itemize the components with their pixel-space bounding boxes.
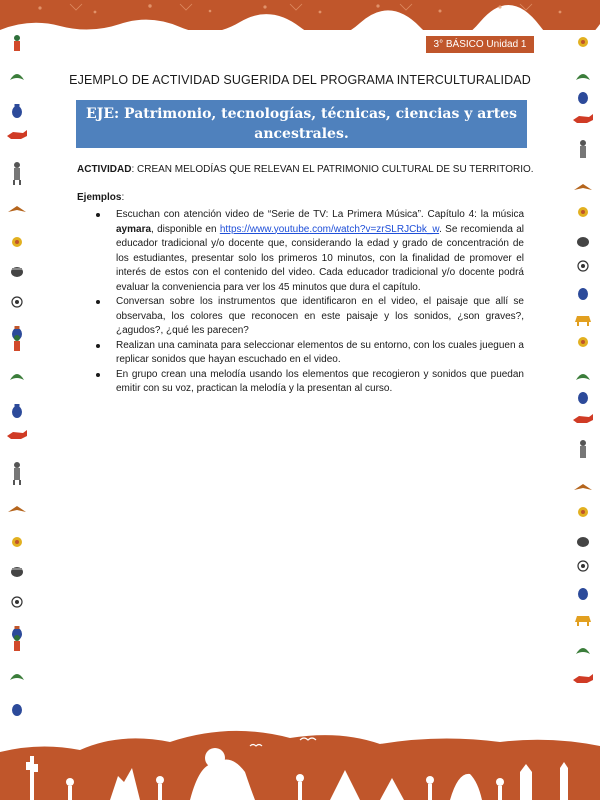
animal-icon (575, 316, 591, 326)
bullet-icon (96, 300, 100, 304)
fox-icon (573, 674, 593, 683)
bird-icon (576, 74, 590, 80)
bird-icon (574, 184, 592, 190)
bird-icon (10, 674, 24, 680)
figure-icon (14, 35, 20, 51)
list-item: Realizan una caminata para seleccionar elementos de su entorno, con los cuales jueguen a replicar sonidos que hayan escuchado en el video. (94, 339, 524, 368)
bullet-icon (96, 373, 100, 377)
list-item: En grupo crean una melodía usando los elementos que recogieron y sonidos que puedan emitir con su voz, practican la melodía y la presentan al curso. (94, 368, 524, 397)
sun-icon (12, 297, 22, 307)
axis-line-2: ancestrales. (254, 126, 349, 142)
examples-label: Ejemplos (77, 192, 122, 203)
bottom-landscape-scene (0, 712, 600, 800)
pot-icon (577, 237, 589, 247)
flower-icon (578, 37, 588, 47)
right-decorative-column (566, 30, 600, 720)
bird-icon (576, 648, 590, 654)
sun-icon (578, 261, 588, 271)
bird-icon (10, 74, 24, 80)
pot-icon (11, 267, 23, 277)
list-item: Conversan sobre los instrumentos que identificaron en el video, el paisaje que allí se observaba, los colores que reconocen en este paisaje y los sonidos, ¿son graves?, ¿agudos?, ¿qué les parecen? (94, 295, 524, 339)
figure-icon (14, 635, 20, 651)
video-link[interactable]: https://www.youtube.com/watch?v=zrSLRJCbk_w (219, 223, 440, 235)
unit-badge: 3° BÁSICO Unidad 1 (426, 36, 534, 53)
examples-list (94, 208, 524, 397)
bird-icon (8, 206, 26, 212)
examples-heading: Ejemplos: (77, 192, 125, 203)
fox-icon (7, 130, 27, 139)
top-decorative-band (0, 0, 600, 30)
flower-icon (578, 207, 588, 217)
axis-box (76, 100, 527, 148)
activity-line (77, 164, 537, 175)
bullet-icon (96, 344, 100, 348)
bullet-icon (96, 213, 100, 217)
list-item: Escuchan con atención video de “Serie de TV: La Primera Música”. Capítulo 4: la música aymara, disponible en https://www.youtube.com/watch?v=zrSLRJCbk_w. Se recomienda al educador tradicional y/o docente que, considerando la edad y grado de concentración de los estudiantes, presentar solo los primeros 10 minutos, con la finalidad de promover el interés de estos con el contenido del video. Cada educador tradicional y/o docente podrá evaluar la conveniencia para ver los 45 minutos que dura el capítulo. (94, 208, 524, 295)
jar-icon (578, 92, 588, 104)
jar-icon (578, 288, 588, 300)
left-decorative-column (0, 30, 34, 720)
flower-icon (12, 237, 22, 247)
activity-label: ACTIVIDAD (77, 164, 132, 175)
activity-text: : CREAN MELODÍAS QUE RELEVAN EL PATRIMONIO CULTURAL DE SU TERRITORIO. (131, 164, 534, 175)
fox-icon (573, 114, 593, 123)
figure-icon (580, 140, 586, 158)
axis-line-1: EJE: Patrimonio, tecnologías, técnicas, ciencias y artes (86, 106, 517, 122)
figure-icon (13, 162, 21, 185)
jar-icon (12, 104, 22, 118)
document-title: EJEMPLO DE ACTIVIDAD SUGERIDA DEL PROGRAMA INTERCULTURALIDAD (69, 73, 531, 87)
